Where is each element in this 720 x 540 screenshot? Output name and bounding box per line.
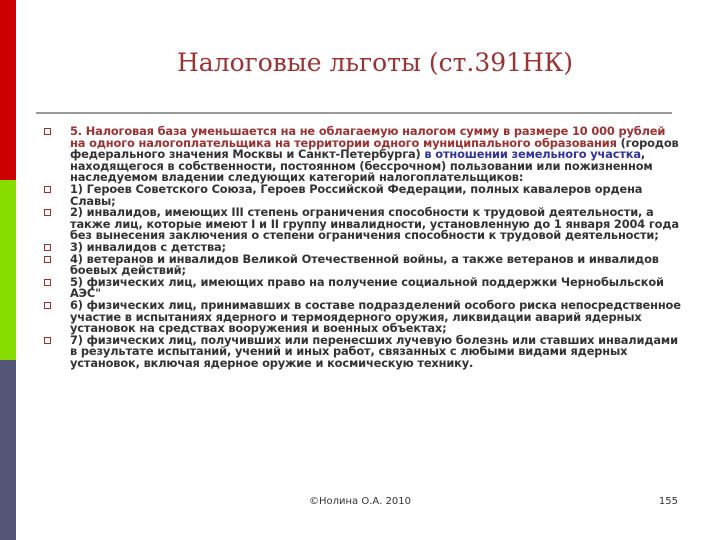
- square-bullet-icon: [44, 337, 51, 344]
- accent-stripe-top: [0, 0, 16, 180]
- list-item-text: 5) физических лиц, имеющих право на получение социальной поддержки Чернобыльской АЭС": [70, 274, 664, 301]
- square-bullet-icon: [44, 244, 51, 251]
- list-item-text: 3) инвалидов с детства;: [70, 239, 226, 254]
- square-bullet-icon: [44, 302, 51, 309]
- list-item-text: 7) физических лиц, получивших или перенесших лучевую болезнь или ставших инвалидами в результате испытаний, учений и иных работ, связанных с любыми видами ядерных установок, включая ядерное оружие и космическую технику.: [70, 332, 678, 370]
- list-item: [44, 126, 684, 184]
- list-item: [44, 297, 684, 336]
- list-item-text: 1) Героев Советского Союза, Героев Российской Федерации, полных кавалеров ордена Славы;: [70, 181, 643, 208]
- list-item: [44, 274, 684, 301]
- item-intro-highlight: 5. Налоговая база уменьшается на не облагаемую налогом сумму в размере 10 000 рублей на одного налогоплательщика на территории одного муниципального образования: [70, 124, 666, 150]
- list-item-text: 2) инвалидов, имеющих III степень ограничения способности к трудовой деятельности, а также лиц, которые имеют I и II группу инвалидности, установленную до 1 января 2004 года без вынесения заключения о степени ограничения способности к трудовой деятельности;: [70, 205, 679, 243]
- square-bullet-icon: [44, 256, 51, 263]
- square-bullet-icon: [44, 209, 51, 216]
- page-number: 155: [658, 496, 678, 507]
- list-item: [44, 207, 684, 242]
- benefit-list: [44, 126, 684, 369]
- accent-stripe-bottom: [0, 360, 16, 540]
- item-intro-land-plot: в отношении земельного участка: [424, 147, 641, 162]
- item-intro-cities: (городов федерального значения Москвы и Санкт-Петербурга): [70, 135, 679, 162]
- square-bullet-icon: [44, 279, 51, 286]
- list-item-text: 6) физических лиц, принимавших в составе подразделений особого риска непосредственное участие в испытаниях ядерного и термоядерного оружия, ликвидации аварий ядерных установок на средствах вооружения и военных объектах;: [70, 297, 681, 336]
- footer-author: ©Нолина О.А. 2010: [308, 496, 412, 507]
- item-intro-tail: , находящегося в собственности, постоянном (бессрочном) пользовании или пожизненном наследуемом владении следующих категорий налогоплательщиков:: [70, 147, 653, 185]
- square-bullet-icon: [44, 186, 51, 193]
- list-item: [44, 181, 684, 208]
- list-item-text: 4) ветеранов и инвалидов Великой Отечественной войны, а также ветеранов и инвалидов боевых действий;: [70, 251, 659, 278]
- accent-stripe-middle: [0, 180, 16, 360]
- list-item: [44, 332, 684, 370]
- square-bullet-icon: [44, 128, 51, 135]
- slide-title: Налоговые льготы (ст.391НК): [177, 48, 573, 77]
- title-divider: [36, 112, 672, 114]
- list-item: [44, 251, 684, 278]
